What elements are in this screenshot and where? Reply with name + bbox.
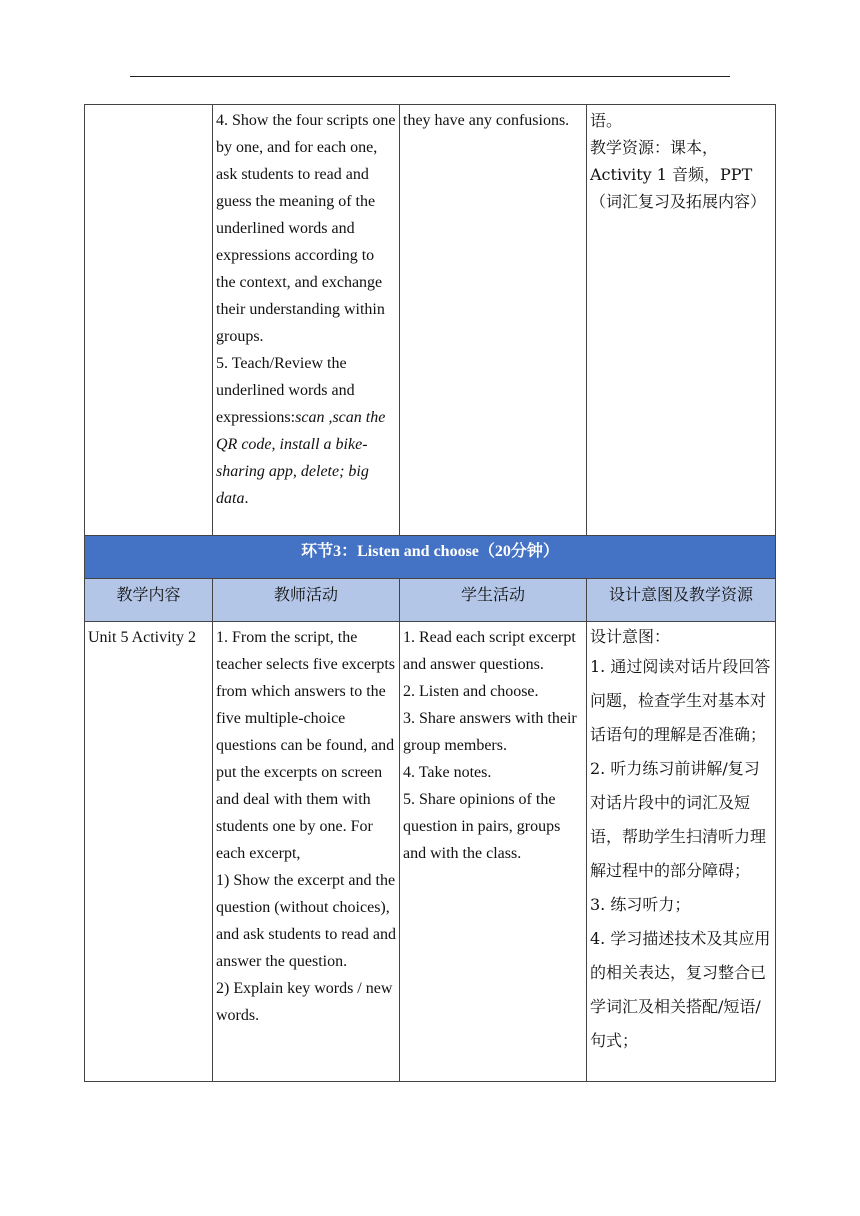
section-title: 环节3：Listen and choose（20分钟） [85,536,776,579]
student-step-4: 4. Take notes. [403,764,492,781]
design-intent-cell [587,622,776,1082]
content-text: Unit 5 Activity 2 [88,629,196,646]
section-row [85,536,776,579]
student-step-3: 3. Share answers with their group members. [403,710,577,754]
student-step-5: 5. Share opinions of the question in pairs, groups and with the class. [403,791,561,862]
column-header-content: 教学内容 [85,579,213,622]
column-header-design: 设计意图及教学资源 [587,579,776,622]
content-cell [85,622,213,1082]
design-intent-point-1: 1. 通过阅读对话片段回答问题，检查学生对基本对话语句的理解是否准确； [590,657,771,744]
student-step-2: 2. Listen and choose. [403,683,539,700]
column-header-student: 学生活动 [400,579,587,622]
design-intent-line-1: 语。 [590,111,623,130]
lesson-plan-table [84,104,776,1082]
teacher-substep-1: 1) Show the excerpt and the question (without choices), and ask students to read and answer the question. [216,872,396,970]
student-activity-cell [400,105,587,536]
design-intent-point-3: 3. 练习听力； [590,895,691,914]
student-activity-cell [400,622,587,1082]
teacher-step-1: 1. From the script, the teacher selects five excerpts from which answers to the five multiple-choice questions can be found, and put the excerpts on screen and deal with them with students one by one. For each excerpt, [216,629,396,862]
design-intent-cell [587,105,776,536]
column-header-row [85,579,776,622]
teacher-substep-2: 2) Explain key words / new words. [216,980,393,1024]
teacher-step-5 [216,350,396,512]
design-intent-heading: 设计意图： [590,627,671,646]
table-row-continued [85,105,776,536]
content-cell-empty [85,105,213,536]
teacher-activity-cell [213,105,400,536]
table-row-activity-2 [85,622,776,1082]
teacher-step-5-text: 5. Teach/Review the underlined words and expressions: [216,355,355,426]
column-header-teacher: 教师活动 [213,579,400,622]
student-activity-text: they have any confusions. [403,112,570,129]
teacher-step-4: 4. Show the four scripts one by one, and for each one, ask students to read and guess the meaning of the underlined words and expressions according to the context, and exchange their understanding within groups. [216,112,396,345]
design-intent-point-2: 2. 听力练习前讲解/复习对话片段中的词汇及短语，帮助学生扫清听力理解过程中的部分障碍； [590,759,767,880]
header-rule [130,76,730,77]
teacher-step-5-end: . [244,490,249,507]
design-intent-line-2: 教学资源：课本，Activity 1 音频，PPT（词汇复习及拓展内容） [590,138,767,211]
teacher-step-5-terms: scan ,scan the QR code, install a bike-sharing app, delete; big data [216,409,386,507]
student-step-1: 1. Read each script excerpt and answer questions. [403,629,576,673]
design-intent-point-4: 4. 学习描述技术及其应用的相关表达，复习整合已学词汇及相关搭配/短语/句式； [590,929,771,1050]
teacher-activity-cell [213,622,400,1082]
